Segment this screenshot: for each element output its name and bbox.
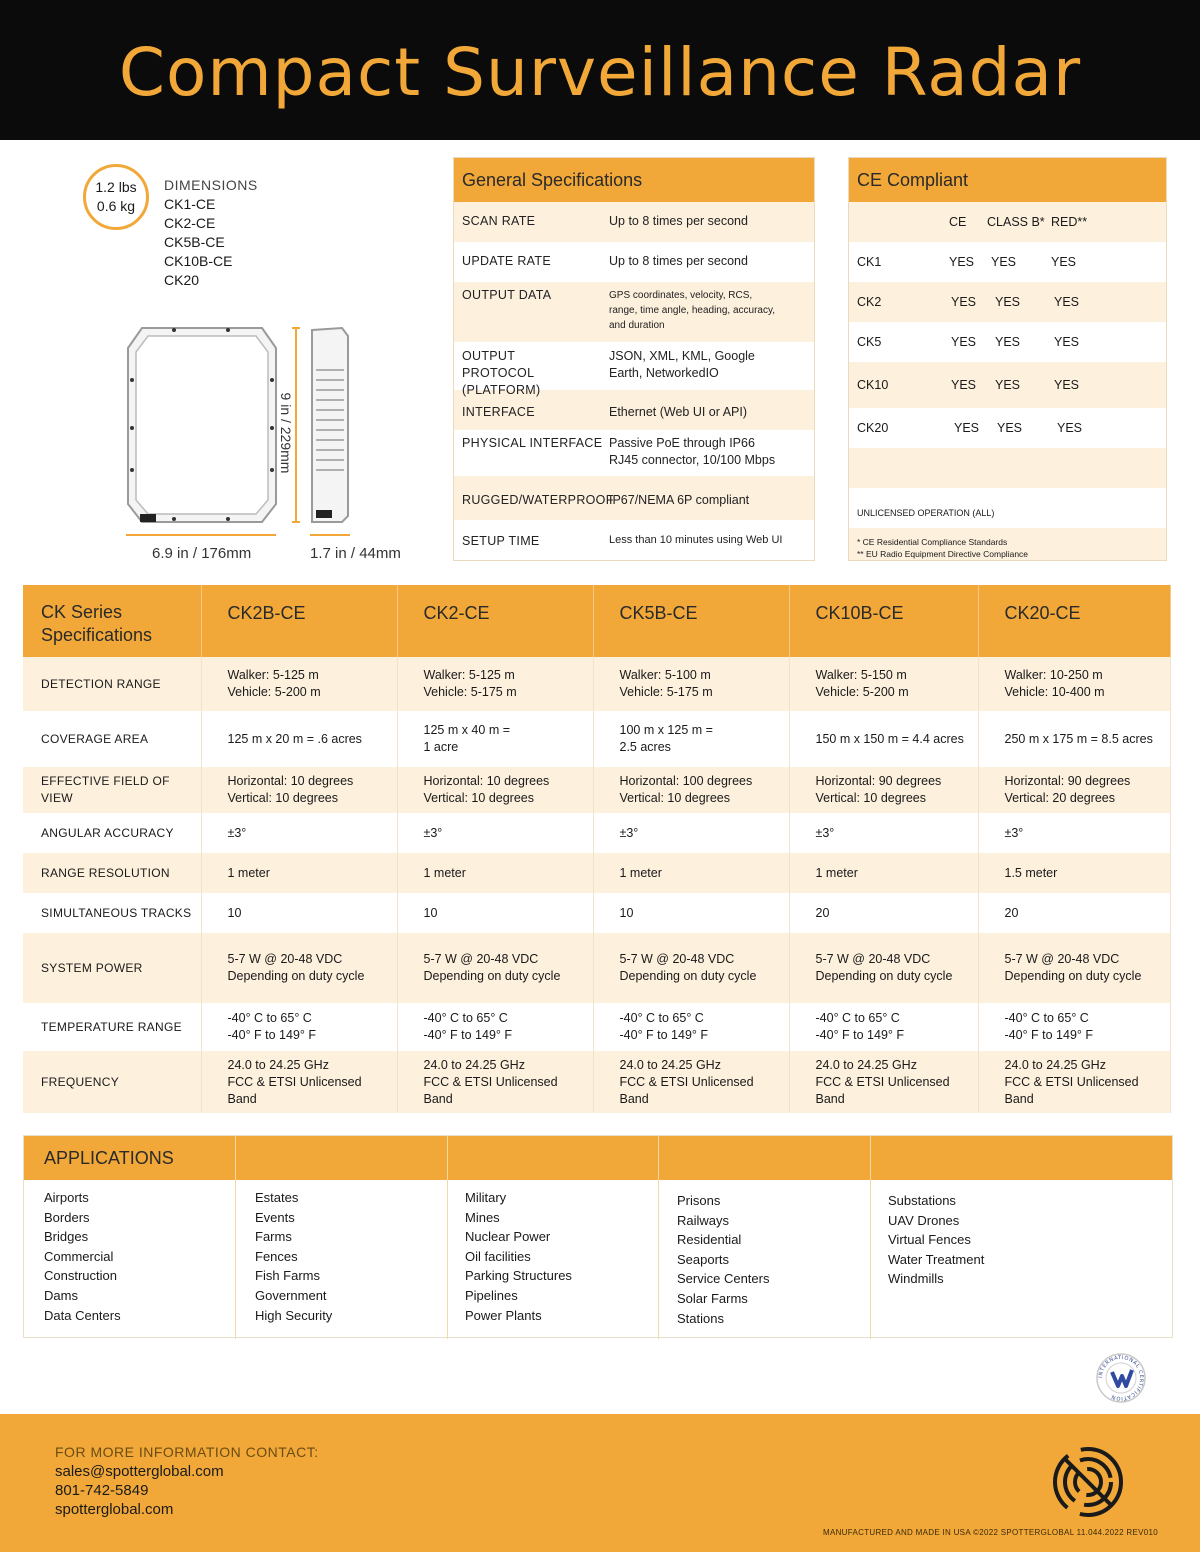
spec-row xyxy=(454,476,814,520)
ck-spec-label: DETECTION RANGE xyxy=(23,657,201,711)
spec-key: RUGGED/WATERPROOF xyxy=(462,493,614,507)
applications-header xyxy=(24,1136,1172,1180)
ck-spec-label: TEMPERATURE RANGE xyxy=(23,1003,201,1051)
application-item: Power Plants xyxy=(465,1307,542,1323)
ck-spec-value: 10 xyxy=(397,893,593,933)
application-item: Parking Structures xyxy=(465,1268,572,1284)
ce-value: YES xyxy=(951,295,977,309)
ck-spec-row xyxy=(23,657,1170,711)
application-item: Military xyxy=(465,1190,507,1205)
spec-row xyxy=(454,520,814,560)
ck-spec-value: 10 xyxy=(201,893,397,933)
spec-row xyxy=(454,242,814,282)
spec-key: SETUP TIME xyxy=(462,534,540,548)
certification-ring-text: INTERNATIONAL CERTIFICATION xyxy=(1097,1354,1145,1402)
ck-spec-value: 24.0 to 24.25 GHz FCC & ETSI Unlicensed Band xyxy=(978,1051,1170,1113)
ck-spec-value: Walker: 5-125 m Vehicle: 5-200 m xyxy=(201,657,397,711)
application-item: UAV Drones xyxy=(888,1212,960,1228)
applications-panel xyxy=(23,1135,1173,1338)
ck-spec-value: Horizontal: 90 degrees Vertical: 20 degrees xyxy=(978,767,1170,813)
application-item: Service Centers xyxy=(677,1271,770,1287)
application-item: Prisons xyxy=(677,1193,721,1208)
ck-spec-label: SIMULTANEOUS TRACKS xyxy=(23,893,201,933)
ce-model: CK2 xyxy=(857,295,882,309)
ce-unlicensed-row xyxy=(849,488,1166,528)
spec-key: SCAN RATE xyxy=(462,214,536,228)
ce-value: YES xyxy=(995,295,1021,309)
spec-row xyxy=(454,430,814,476)
ce-model: CK20 xyxy=(857,421,889,435)
ck-spec-value: 1.5 meter xyxy=(978,853,1170,893)
ck-model-header: CK10B-CE xyxy=(789,585,978,657)
column-divider xyxy=(235,1136,236,1339)
ck-spec-value: -40° C to 65° C -40° F to 149° F xyxy=(978,1003,1170,1051)
ck-spec-value: -40° C to 65° C -40° F to 149° F xyxy=(201,1003,397,1051)
ck-spec-value: Walker: 5-150 m Vehicle: 5-200 m xyxy=(789,657,978,711)
ce-value: YES xyxy=(951,378,977,392)
ck-spec-row xyxy=(23,1003,1170,1051)
ck-spec-label: FREQUENCY xyxy=(23,1051,201,1113)
applications-column xyxy=(44,1188,121,1325)
ck-spec-value: -40° C to 65° C -40° F to 149° F xyxy=(593,1003,789,1051)
weight-badge xyxy=(83,164,149,230)
model-name: CK1-CE xyxy=(164,196,216,212)
spec-key: PHYSICAL INTERFACE xyxy=(462,436,603,450)
contact-label: FOR MORE INFORMATION CONTACT: xyxy=(55,1444,319,1460)
ck-spec-value: 1 meter xyxy=(593,853,789,893)
ck-spec-value: 24.0 to 24.25 GHz FCC & ETSI Unlicensed Band xyxy=(201,1051,397,1113)
legal-text: MANUFACTURED AND MADE IN USA ©2022 SPOTTERGLOBAL 11.044.2022 REV010 xyxy=(822,1528,1158,1537)
application-item: Commercial xyxy=(44,1248,114,1264)
spec-value: GPS coordinates, velocity, RCS, range, time angle, heading, accuracy, and duration xyxy=(609,290,776,331)
ck-spec-row xyxy=(23,933,1170,1003)
application-item: Solar Farms xyxy=(677,1290,748,1306)
application-item: Dams xyxy=(44,1287,78,1303)
ck-spec-value: 125 m x 20 m = .6 acres xyxy=(201,711,397,767)
ce-row xyxy=(849,408,1166,448)
ck-spec-value: -40° C to 65° C -40° F to 149° F xyxy=(397,1003,593,1051)
ck-model-header: CK20-CE xyxy=(978,585,1170,657)
applications-column xyxy=(255,1188,332,1325)
ck-spec-value: Walker: 5-100 m Vehicle: 5-175 m xyxy=(593,657,789,711)
spec-value: Less than 10 minutes using Web UI xyxy=(609,534,783,546)
ce-value: YES xyxy=(995,378,1021,392)
ck-spec-value: ±3° xyxy=(593,813,789,853)
application-item: Data Centers xyxy=(44,1307,121,1323)
ck-spec-label: COVERAGE AREA xyxy=(23,711,201,767)
spec-key: OUTPUT DATA xyxy=(462,288,552,302)
ck-spec-value: 10 xyxy=(593,893,789,933)
spec-key: INTERFACE xyxy=(462,405,535,419)
application-item: Windmills xyxy=(888,1271,944,1287)
ce-model: CK10 xyxy=(857,378,889,392)
ce-column-header: CLASS B* xyxy=(987,215,1045,229)
spec-value: Up to 8 times per second xyxy=(609,254,748,268)
spec-value: Up to 8 times per second xyxy=(609,214,748,228)
ce-unlicensed-text: UNLICENSED OPERATION (ALL) xyxy=(857,508,995,518)
application-item: Construction xyxy=(44,1268,117,1284)
spec-value: Ethernet (Web UI or API) xyxy=(609,405,748,419)
ce-footnotes xyxy=(849,528,1166,560)
application-item: Seaports xyxy=(677,1251,730,1267)
model-name: CK20 xyxy=(164,272,200,288)
application-item: Virtual Fences xyxy=(888,1232,971,1248)
application-item: Fish Farms xyxy=(255,1268,320,1284)
application-item: Events xyxy=(255,1209,295,1225)
ck-spec-value: 5-7 W @ 20-48 VDC Depending on duty cycle xyxy=(978,933,1170,1003)
ce-empty-row xyxy=(849,448,1166,488)
ck-spec-value: 125 m x 40 m = 1 acre xyxy=(397,711,593,767)
ck-spec-value: 5-7 W @ 20-48 VDC Depending on duty cycle xyxy=(397,933,593,1003)
application-item: Stations xyxy=(677,1310,724,1326)
ce-footnote: * CE Residential Compliance Standards xyxy=(857,537,1008,547)
ck-spec-value: 20 xyxy=(789,893,978,933)
ck-spec-value: 5-7 W @ 20-48 VDC Depending on duty cycle xyxy=(593,933,789,1003)
ce-column-header: RED** xyxy=(1051,215,1088,229)
model-name: CK10B-CE xyxy=(164,253,233,269)
column-divider xyxy=(658,1136,659,1339)
application-item: Estates xyxy=(255,1190,299,1205)
ce-value: YES xyxy=(995,335,1021,349)
application-item: Airports xyxy=(44,1190,89,1205)
ck-spec-value: 5-7 W @ 20-48 VDC Depending on duty cycle xyxy=(201,933,397,1003)
ck-model-header: CK2B-CE xyxy=(201,585,397,657)
ck-spec-value: 5-7 W @ 20-48 VDC Depending on duty cycle xyxy=(789,933,978,1003)
ck-spec-label: EFFECTIVE FIELD OF VIEW xyxy=(23,767,201,813)
ck-spec-value: Horizontal: 10 degrees Vertical: 10 degrees xyxy=(201,767,397,813)
ce-value: YES xyxy=(1057,421,1083,435)
radar-device-drawing xyxy=(110,310,440,570)
spec-key: UPDATE RATE xyxy=(462,254,551,268)
spec-row xyxy=(454,282,814,342)
ck-spec-value: Horizontal: 90 degrees Vertical: 10 degrees xyxy=(789,767,978,813)
ce-value: YES xyxy=(997,421,1023,435)
model-name: CK2-CE xyxy=(164,215,216,231)
application-item: Nuclear Power xyxy=(465,1229,551,1245)
ck-spec-value: 1 meter xyxy=(397,853,593,893)
spec-value: IP67/NEMA 6P compliant xyxy=(609,493,750,507)
ce-header-row xyxy=(849,202,1166,242)
application-item: Oil facilities xyxy=(465,1248,531,1264)
ck-spec-label: SYSTEM POWER xyxy=(23,933,201,1003)
weight-kg: 0.6 kg xyxy=(96,198,136,214)
ck-spec-value: ±3° xyxy=(201,813,397,853)
ck-spec-value: Walker: 5-125 m Vehicle: 5-175 m xyxy=(397,657,593,711)
ck-spec-row xyxy=(23,853,1170,893)
applications-column xyxy=(465,1188,572,1325)
spec-key: OUTPUT PROTOCOL (PLATFORM) xyxy=(462,349,541,397)
height-dimension: 9 in / 229mm xyxy=(278,392,294,474)
application-item: Government xyxy=(255,1287,327,1303)
width-dimension: 6.9 in / 176mm xyxy=(152,545,252,562)
page-header xyxy=(0,0,1200,140)
website-link[interactable]: spotterglobal.com xyxy=(55,1501,174,1518)
ce-value: YES xyxy=(1051,255,1077,269)
application-item: Pipelines xyxy=(465,1287,518,1303)
ce-compliant-panel xyxy=(848,157,1167,561)
application-item: Bridges xyxy=(44,1229,89,1245)
ce-row xyxy=(849,282,1166,322)
ck-spec-label: ANGULAR ACCURACY xyxy=(23,813,201,853)
ck-spec-row xyxy=(23,711,1170,767)
ck-spec-value: 24.0 to 24.25 GHz FCC & ETSI Unlicensed Band xyxy=(789,1051,978,1113)
ce-footnote: ** EU Radio Equipment Directive Compliance xyxy=(857,549,1029,559)
device-side-view xyxy=(310,328,350,535)
ck-spec-value: 24.0 to 24.25 GHz FCC & ETSI Unlicensed Band xyxy=(397,1051,593,1113)
ck-spec-value: -40° C to 65° C -40° F to 149° F xyxy=(789,1003,978,1051)
applications-title: APPLICATIONS xyxy=(44,1148,174,1168)
ck-series-specifications xyxy=(23,585,1170,1113)
ce-value: YES xyxy=(951,335,977,349)
column-divider xyxy=(447,1136,448,1339)
ce-value: YES xyxy=(954,421,980,435)
ck-spec-value: 1 meter xyxy=(789,853,978,893)
dimensions-list xyxy=(164,176,258,290)
device-front-view xyxy=(126,328,300,535)
ck-spec-row xyxy=(23,1051,1170,1113)
application-item: Substations xyxy=(888,1193,956,1208)
ck-model-header: CK2-CE xyxy=(397,585,593,657)
page-footer xyxy=(0,1414,1200,1552)
ck-spec-value: Walker: 10-250 m Vehicle: 10-400 m xyxy=(978,657,1170,711)
application-item: Mines xyxy=(465,1209,500,1225)
applications-column xyxy=(677,1191,769,1328)
weight-lbs: 1.2 lbs xyxy=(95,179,137,195)
ce-value: YES xyxy=(991,255,1017,269)
ck-spec-row xyxy=(23,813,1170,853)
certification-badge-icon xyxy=(1095,1352,1147,1404)
ce-model: CK1 xyxy=(857,255,882,269)
spec-value: JSON, XML, KML, Google Earth, NetworkedIO xyxy=(609,349,755,380)
ce-row xyxy=(849,242,1166,282)
spec-row xyxy=(454,202,814,242)
ce-value: YES xyxy=(949,255,975,269)
application-item: Farms xyxy=(255,1229,292,1245)
ck-spec-value: Horizontal: 100 degrees Vertical: 10 degrees xyxy=(593,767,789,813)
application-item: Water Treatment xyxy=(888,1251,985,1267)
ck-spec-value: Horizontal: 10 degrees Vertical: 10 degrees xyxy=(397,767,593,813)
ck-spec-value: 250 m x 175 m = 8.5 acres xyxy=(978,711,1170,767)
dimensions-label: DIMENSIONS xyxy=(164,177,258,193)
ck-spec-value: 20 xyxy=(978,893,1170,933)
general-specifications-panel xyxy=(453,157,815,561)
ck-spec-value: ±3° xyxy=(978,813,1170,853)
ck-spec-label: RANGE RESOLUTION xyxy=(23,853,201,893)
spec-row xyxy=(454,342,814,397)
application-item: Borders xyxy=(44,1209,90,1225)
ck-spec-value: 100 m x 125 m = 2.5 acres xyxy=(593,711,789,767)
ck-spec-value: 150 m x 150 m = 4.4 acres xyxy=(789,711,978,767)
depth-dimension: 1.7 in / 44mm xyxy=(310,545,401,562)
spotter-logo-icon xyxy=(1050,1444,1126,1520)
application-item: Railways xyxy=(677,1212,730,1228)
ce-column-header: CE xyxy=(949,215,967,229)
ce-value: YES xyxy=(1054,335,1080,349)
applications-column xyxy=(888,1191,984,1289)
ck-spec-value: ±3° xyxy=(397,813,593,853)
ce-value: YES xyxy=(1054,378,1080,392)
contact-email-link[interactable]: sales@spotterglobal.com xyxy=(55,1463,224,1480)
ce-row xyxy=(849,322,1166,362)
application-item: Fences xyxy=(255,1248,298,1264)
ck-series-table xyxy=(23,585,1171,1113)
spec-value: Passive PoE through IP66 RJ45 connector, 10/100 Mbps xyxy=(609,436,776,467)
ce-row xyxy=(849,362,1166,408)
application-item: Residential xyxy=(677,1232,742,1248)
ck-spec-row xyxy=(23,893,1170,933)
column-divider xyxy=(870,1136,871,1339)
page-title: Compact Surveillance Radar xyxy=(118,34,1082,111)
ck-spec-value: 1 meter xyxy=(201,853,397,893)
contact-phone[interactable]: 801-742-5849 xyxy=(55,1482,149,1499)
application-item: High Security xyxy=(255,1307,333,1323)
ce-value: YES xyxy=(1054,295,1080,309)
ck-model-header: CK5B-CE xyxy=(593,585,789,657)
ck-spec-row xyxy=(23,767,1170,813)
model-name: CK5B-CE xyxy=(164,234,225,250)
ck-spec-value: ±3° xyxy=(789,813,978,853)
ce-model: CK5 xyxy=(857,335,882,349)
ck-spec-value: 24.0 to 24.25 GHz FCC & ETSI Unlicensed Band xyxy=(593,1051,789,1113)
general-specifications-title: General Specifications xyxy=(454,158,814,202)
ck-table-title: CK Series Specifications xyxy=(23,585,201,657)
ce-compliant-title: CE Compliant xyxy=(849,158,1166,202)
